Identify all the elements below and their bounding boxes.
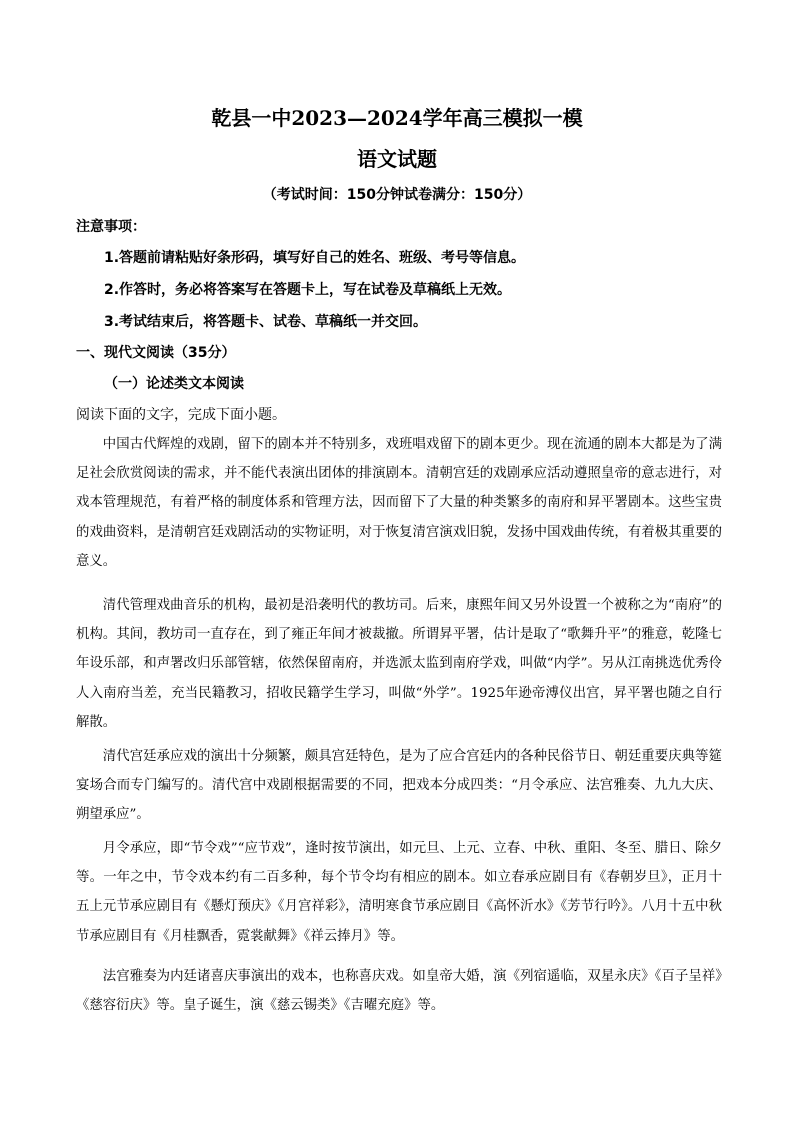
subsection-heading: （一）论述类文本阅读 <box>104 376 244 392</box>
notice-item: 1.答题前请粘贴好条形码，填写好自己的姓名、班级、考号等信息。 <box>104 250 526 266</box>
passage-paragraph: 清代宫廷承应戏的演出十分频繁，颇具宫廷特色，是为了应合宫廷内的各种民俗节日、朝廷重要庆典等筵宴场合而专门编写的。清代宫中戏剧根据需要的不同，把戏本分成四类：“月令承应、法宫雅奏、九九大庆、朔望承应”。 <box>76 749 722 823</box>
notice-item: 3.考试结束后，将答题卡、试卷、草稿纸一并交回。 <box>104 314 428 330</box>
section-heading: 一、现代文阅读（35分） <box>76 345 236 361</box>
page-title: 乾县一中2023—2024学年高三模拟一模 <box>211 106 583 130</box>
notice-item: 2.作答时，务必将答案写在答题卡上，写在试卷及草稿纸上无效。 <box>104 282 512 298</box>
notice-heading: 注意事项： <box>76 219 146 235</box>
exam-info: （考试时间：150分钟试卷满分：150分） <box>262 187 532 203</box>
passage-paragraph: 法宫雅奏为内廷诸喜庆事演出的戏本，也称喜庆戏。如皇帝大婚，演《列宿遥临，双星永庆》《百子呈祥》《慈容衍庆》等。皇子诞生，演《慈云锡类》《吉曜充庭》等。 <box>76 969 722 1014</box>
passage-paragraph: 清代管理戏曲音乐的机构，最初是沿袭明代的教坊司。后来，康熙年间又另外设置一个被称之为“南府”的机构。其间，教坊司一直存在，到了雍正年间才被裁撤。所谓昇平署，估计是取了“歌舞升平”的雅意，乾隆七年设乐部，和声署改归乐部管辖，依然保留南府，并选派太监到南府学戏，叫做“内学”。另从江南挑选优秀伶人入南府当差，充当民籍教习，招收民籍学生学习，叫做“外学”。1925年逊帝溥仪出宫，昇平署也随之自行解散。 <box>76 598 722 730</box>
page-subtitle: 语文试题 <box>357 147 437 171</box>
passage-paragraph: 中国古代辉煌的戏剧，留下的剧本并不特别多，戏班唱戏留下的剧本更少。现在流通的剧本大都是为了满足社会欣赏阅读的需求，并不能代表演出团体的排演剧本。清朝宫廷的戏剧承应活动遵照皇帝的意志进行，对戏本管理规范，有着严格的制度体系和管理方法，因而留下了大量的种类繁多的南府和昇平署剧本。这些宝贵的戏曲资料，是清朝宫廷戏剧活动的实物证明，对于恢复清宫演戏旧貌，发扬中国戏曲传统，有着极其重要的意义。 <box>76 437 722 569</box>
passage-paragraph: 月令承应，即“节令戏”“应节戏”，逢时按节演出，如元旦、上元、立春、中秋、重阳、冬至、腊日、除夕等。一年之中，节令戏本约有二百多种，每个节令均有相应的剧本。如立春承应剧目有《春朝岁旦》，正月十五上元节承应剧目有《懸灯预庆》《月宫祥彩》，清明寒食节承应剧目《高怀沂水》《芳节行吟》。八月十五中秋节承应剧目有《月桂飘香，霓裳献舞》《祥云捧月》等。 <box>76 841 722 944</box>
reading-instruction: 阅读下面的文字，完成下面小题。 <box>76 407 286 423</box>
